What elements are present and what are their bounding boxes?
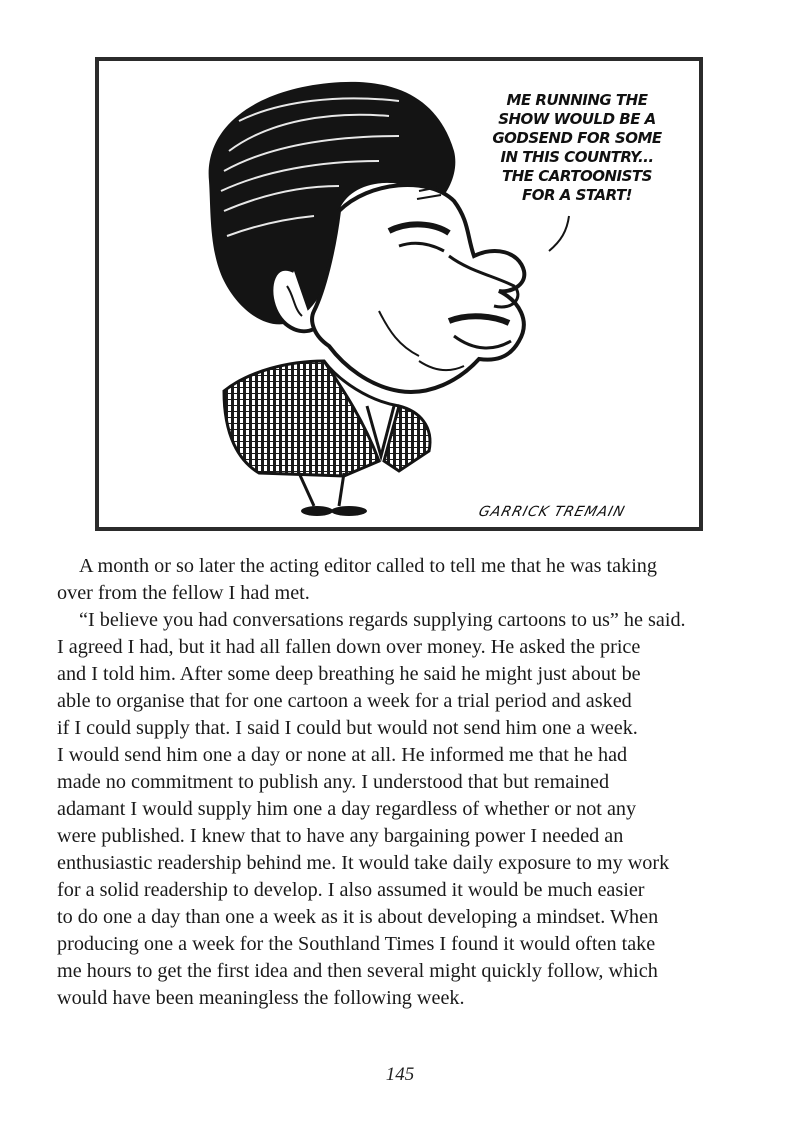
text-line: able to organise that for one cartoon a week for a trial period and asked [57, 690, 632, 712]
text-line: I agreed I had, but it had all fallen down over money. He asked the price [57, 636, 641, 658]
cartoon-illustration [95, 57, 703, 531]
text-line: producing one a week for the Southland Times I found it would often take [57, 933, 656, 955]
text-line: were published. I knew that to have any bargaining power I needed an [57, 825, 624, 847]
text-line: to do one a day than one a week as it is about developing a mindset. When [57, 906, 659, 928]
speech-line: ME RUNNING THE [506, 91, 648, 109]
text-line: me hours to get the first idea and then several might quickly follow, which [57, 960, 658, 982]
text-line: if I could supply that. I said I could but would not send him one a week. [57, 717, 638, 739]
text-line: would have been meaningless the following week. [57, 987, 465, 1009]
speech-line: FOR A START! [521, 186, 633, 204]
text-line: adamant I would supply him one a day regardless of whether or not any [57, 798, 637, 820]
speech-line: THE CARTOONISTS [502, 167, 652, 185]
text-line: enthusiastic readership behind me. It would take daily exposure to my work [57, 852, 670, 874]
speech-line: GODSEND FOR SOME [492, 129, 662, 147]
text-line: made no commitment to publish any. I understood that but remained [57, 771, 610, 793]
text-line: and I told him. After some deep breathing he said he might just about be [57, 663, 641, 685]
page-number: 145 [385, 1064, 415, 1085]
body-paragraphs [57, 553, 747, 1012]
speech-bubble-text [477, 91, 677, 205]
speech-line: SHOW WOULD BE A [498, 110, 656, 128]
text-line: I would send him one a day or none at all. He informed me that he had [57, 744, 628, 766]
text-line: over from the fellow I had met. [57, 582, 310, 604]
text-line: “I believe you had conversations regards supplying cartoons to us” he said. [79, 609, 686, 631]
text-line: A month or so later the acting editor called to tell me that he was taking [79, 555, 657, 577]
artist-signature: GARRICK TREMAIN [476, 504, 627, 520]
speech-line: IN THIS COUNTRY... [500, 148, 654, 166]
text-line: for a solid readership to develop. I also assumed it would be much easier [57, 879, 645, 901]
